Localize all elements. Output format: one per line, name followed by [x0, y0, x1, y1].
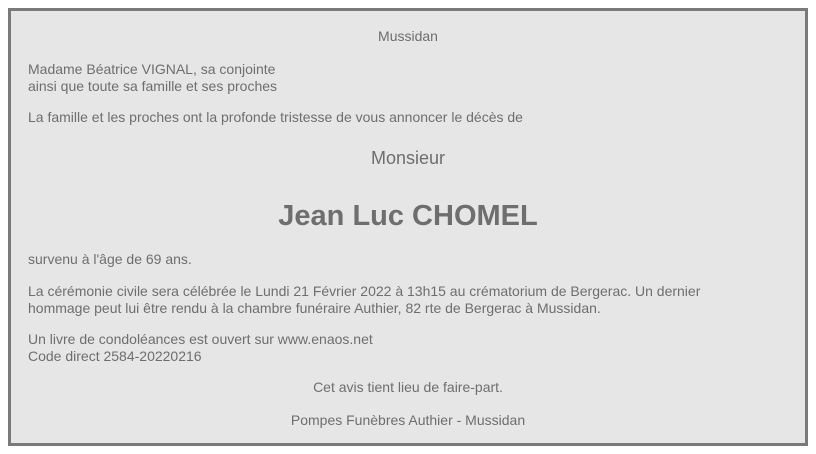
funeral-home-signature: Pompes Funèbres Authier - Mussidan [290, 412, 526, 428]
deceased-title: Monsieur [370, 148, 446, 168]
condolences-line-1: Un livre de condoléances est ouvert sur www.enaos.net [28, 331, 373, 347]
deceased-name: Jean Luc CHOMEL [278, 200, 538, 232]
family-line-relatives: ainsi que toute sa famille et ses proches [28, 78, 278, 94]
ceremony-line-1: La cérémonie civile sera célébrée le Lundi 21 Février 2022 à 13h15 au crématorium de Bergerac. Un dernier [28, 283, 701, 299]
location-header: Mussidan [378, 28, 438, 44]
condolences-code: Code direct 2584-20220216 [28, 348, 202, 364]
announcement-text: La famille et les proches ont la profonde tristesse de vous annoncer le décès de [28, 109, 523, 125]
ceremony-line-2: hommage peut lui être rendu à la chambre funéraire Authier, 82 rte de Bergerac à Mussidan. [28, 300, 601, 316]
obituary-notice [8, 8, 808, 446]
faire-part-notice: Cet avis tient lieu de faire-part. [313, 379, 503, 395]
family-line-spouse: Madame Béatrice VIGNAL, sa conjointe [28, 61, 276, 77]
age-text: survenu à l'âge de 69 ans. [28, 251, 192, 267]
